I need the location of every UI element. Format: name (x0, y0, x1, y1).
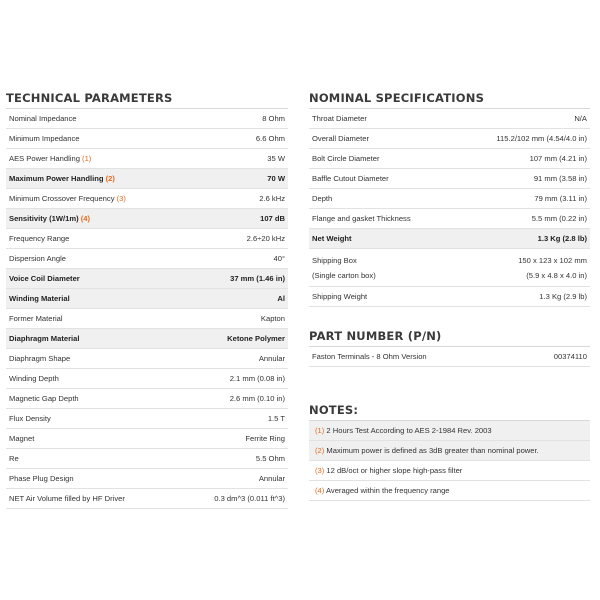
footnote-ref: (4) (80, 214, 91, 223)
row-value: 1.3 Kg (2.8 lb) (537, 234, 587, 243)
table-row (6, 349, 288, 369)
row-label: Re (9, 454, 19, 463)
table-row (6, 389, 288, 409)
row-label: Sensitivity (1W/1m) (9, 214, 79, 223)
row-label: Diaphragm Shape (9, 354, 71, 363)
row-value: Ferrite Ring (245, 434, 285, 443)
table-row (6, 449, 288, 469)
row-value: 37 mm (1.46 in) (230, 274, 285, 283)
table-row (6, 489, 288, 509)
row-label: Frequency Range (9, 234, 70, 243)
row-value: Al (277, 294, 285, 303)
row-value: Annular (258, 474, 285, 483)
row-label: Nominal Impedance (9, 114, 77, 123)
row-value: 1.5 T (267, 414, 285, 423)
row-label: Winding Material (9, 294, 70, 303)
row-value: 8 Ohm (262, 114, 285, 123)
row-label: AES Power Handling (9, 154, 80, 163)
row-label: Former Material (9, 314, 63, 323)
row-value: 107 mm (4.21 in) (529, 154, 587, 163)
right-column (309, 88, 590, 501)
nominal-specifications-table (309, 108, 590, 307)
technical-parameters-section (6, 88, 288, 509)
row-label: Diaphragm Material (9, 334, 80, 343)
row-value: 35 W (267, 154, 285, 163)
row-label: Flange and gasket Thickness (312, 214, 411, 223)
table-row (6, 289, 288, 309)
row-label: NET Air Volume filled by HF Driver (9, 494, 125, 503)
note-text: 12 dB/oct or higher slope high-pass filter (326, 466, 463, 475)
row-label: Bolt Circle Diameter (312, 154, 380, 163)
technical-parameters-table (6, 108, 288, 509)
row-value: 2.6 kHz (259, 194, 285, 203)
row-value: 79 mm (3.11 in) (534, 194, 587, 203)
table-row (6, 129, 288, 149)
row-value: N/A (574, 114, 587, 123)
notes-title: NOTES: (309, 403, 359, 417)
row-label-sub: (Single carton box) (312, 270, 376, 280)
row-value: 70 W (267, 174, 285, 183)
table-row (6, 229, 288, 249)
table-row (6, 169, 288, 189)
row-value: 2.6 mm (0.10 in) (229, 394, 285, 403)
row-value: Kapton (260, 314, 285, 323)
footnote-ref: (1) (82, 154, 92, 163)
table-row-shipping-box (309, 249, 590, 287)
row-value: 2.6÷20 kHz (246, 234, 285, 243)
row-label: Faston Terminals - 8 Ohm Version (312, 352, 427, 361)
table-row (309, 109, 590, 129)
row-value: 150 x 123 x 102 mm (518, 255, 587, 265)
row-value: 1.3 Kg (2.9 lb) (539, 292, 587, 301)
row-value: Ketone Polymer (227, 334, 285, 343)
table-row (309, 229, 590, 249)
part-number-title: PART NUMBER (P/N) (309, 329, 442, 343)
row-label: Baffle Cutout Diameter (312, 174, 389, 183)
table-row (309, 189, 590, 209)
nominal-specifications-title: NOMINAL SPECIFICATIONS (309, 91, 485, 105)
row-label: Depth (312, 194, 333, 203)
row-label: Voice Coil Diameter (9, 274, 80, 283)
row-label: Overall Diameter (312, 134, 369, 143)
row-label: Phase Plug Design (9, 474, 74, 483)
table-row (6, 369, 288, 389)
row-value: 40° (273, 254, 285, 263)
table-row (6, 249, 288, 269)
note-number: (3) (315, 466, 325, 475)
row-value: 0.3 dm^3 (0.011 ft^3) (214, 494, 285, 503)
technical-parameters-title: TECHNICAL PARAMETERS (6, 91, 173, 105)
row-value-sub: (5.9 x 4.8 x 4.0 in) (526, 270, 587, 280)
list-item (309, 421, 590, 441)
notes-list (309, 420, 590, 501)
table-row (309, 347, 590, 367)
table-row (6, 309, 288, 329)
table-row (309, 209, 590, 229)
note-number: (4) (315, 486, 325, 495)
list-item (309, 441, 590, 461)
note-text: 2 Hours Test According to AES 2-1984 Rev. 2003 (326, 426, 492, 435)
row-label: Shipping Weight (312, 292, 368, 301)
row-value: 2.1 mm (0.08 in) (229, 374, 285, 383)
table-row (6, 329, 288, 349)
note-text: Averaged within the frequency range (325, 486, 450, 495)
row-value: 107 dB (260, 214, 285, 223)
list-item (309, 461, 590, 481)
table-row (6, 429, 288, 449)
table-row (6, 209, 288, 229)
row-value: 91 mm (3.58 in) (533, 174, 587, 183)
row-value: Annular (258, 354, 285, 363)
row-label: Winding Depth (9, 374, 59, 383)
footnote-ref: (3) (116, 194, 126, 203)
row-label: Magnet (9, 434, 35, 443)
row-value: 115.2/102 mm (4.54/4.0 in) (496, 134, 587, 143)
row-label: Maximum Power Handling (9, 174, 104, 183)
row-value: 6.6 Ohm (255, 134, 285, 143)
footnote-ref: (2) (105, 174, 115, 183)
row-value: 5.5 Ohm (255, 454, 285, 463)
row-label: Net Weight (312, 234, 352, 243)
table-row (6, 109, 288, 129)
table-row (309, 287, 590, 307)
row-value: 5.5 mm (0.22 in) (531, 214, 587, 223)
row-label: Flux Density (9, 414, 51, 423)
table-row (6, 149, 288, 169)
table-row (309, 169, 590, 189)
row-label: Dispersion Angle (9, 254, 66, 263)
row-label: Shipping Box (312, 255, 357, 265)
row-value: 00374110 (553, 352, 587, 361)
part-number-table (309, 346, 590, 367)
table-row (6, 269, 288, 289)
table-row (6, 409, 288, 429)
row-label: Magnetic Gap Depth (9, 394, 79, 403)
row-label: Minimum Crossover Frequency (9, 194, 115, 203)
table-row (309, 149, 590, 169)
note-number: (1) (315, 426, 325, 435)
row-label: Minimum Impedance (9, 134, 80, 143)
table-row (6, 189, 288, 209)
note-number: (2) (315, 446, 325, 455)
table-row (309, 129, 590, 149)
note-text: Maximum power is defined as 3dB greater than nominal power. (326, 446, 539, 455)
row-label: Throat Diameter (312, 114, 367, 123)
list-item (309, 481, 590, 501)
table-row (6, 469, 288, 489)
